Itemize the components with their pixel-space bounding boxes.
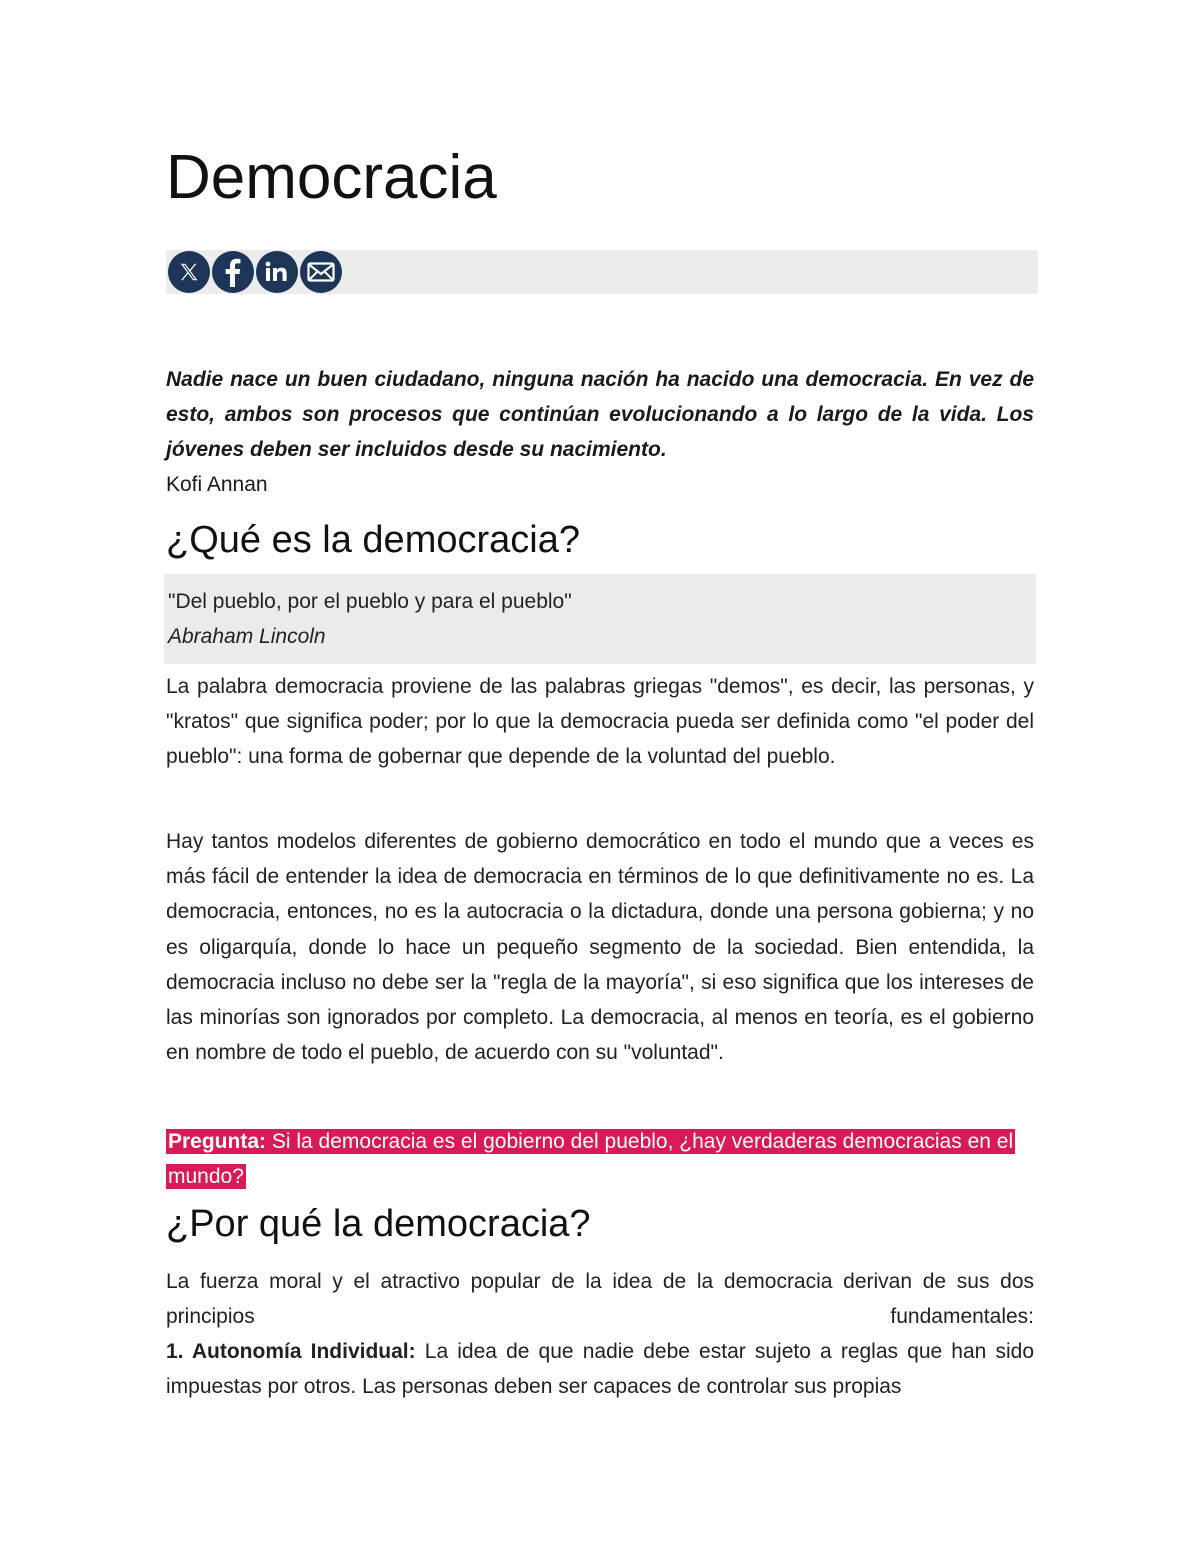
email-icon: [307, 262, 335, 282]
paragraph-etymology: La palabra democracia proviene de las palabras griegas "demos", es decir, las personas, y "kratos" que significa poder; por lo que la democracia pueda ser definida como "el poder del pueblo": una forma de gobernar que depende de la voluntad del pueblo.: [166, 675, 1034, 769]
share-x-button[interactable]: [168, 251, 210, 293]
section-heading-why: ¿Por qué la democracia?: [166, 1203, 591, 1245]
section-heading-what: ¿Qué es la democracia?: [166, 519, 580, 561]
opening-quote: [166, 362, 1034, 502]
paragraph-models: Hay tantos modelos diferentes de gobierno democrático en todo el mundo que a veces es más fácil de entender la idea de democracia en términos de lo que definitivamente no es. La democracia, entonces, no es la autocracia o la dictadura, donde una persona gobierna; y no es oligarquía, donde lo hace un pequeño segmento de la sociedad. Bien entendida, la democracia incluso no debe ser la "regla de la mayoría", si eso significa que los intereses de las minorías son ignorados por completo. La democracia, al menos en teoría, es el gobierno en nombre de todo el pueblo, de acuerdo con su "voluntad".: [166, 830, 1034, 1065]
share-bar: [166, 250, 1038, 294]
question-callout: [166, 1124, 1034, 1194]
paragraph-autonomy: [166, 1334, 1034, 1404]
opening-quote-text: Nadie nace un buen ciudadano, ninguna nación ha nacido una democracia. En vez de esto, ambos son procesos que continúan evolucionando a lo largo de la vida. Los jóvenes deben ser incluidos desde su nacimiento.: [166, 368, 1034, 461]
question-text: Si la democracia es el gobierno del pueblo, ¿hay verdaderas democracias en el mundo?: [168, 1130, 1014, 1188]
facebook-icon: [221, 257, 245, 287]
page-title: Democracia: [166, 143, 497, 212]
x-icon: [178, 261, 200, 283]
linkedin-icon: [264, 261, 290, 283]
share-linkedin-button[interactable]: [256, 251, 298, 293]
share-email-button[interactable]: [300, 251, 342, 293]
autonomy-label: 1. Autonomía Individual:: [166, 1340, 416, 1363]
question-label: Pregunta:: [168, 1130, 267, 1153]
autonomy-text: La idea de que nadie debe estar sujeto a reglas que han sido impuestas por otros. Las personas deben ser capaces de controlar sus propias: [166, 1340, 1034, 1399]
opening-quote-author: Kofi Annan: [166, 473, 268, 496]
blockquote-author: Abraham Lincoln: [168, 625, 326, 648]
share-facebook-button[interactable]: [212, 251, 254, 293]
lincoln-blockquote: [164, 574, 1036, 664]
blockquote-text: "Del pueblo, por el pueblo y para el pueblo": [168, 590, 572, 613]
paragraph-principles-intro: La fuerza moral y el atractivo popular de la idea de la democracia derivan de sus dos principios fundamentales:: [166, 1270, 1034, 1329]
